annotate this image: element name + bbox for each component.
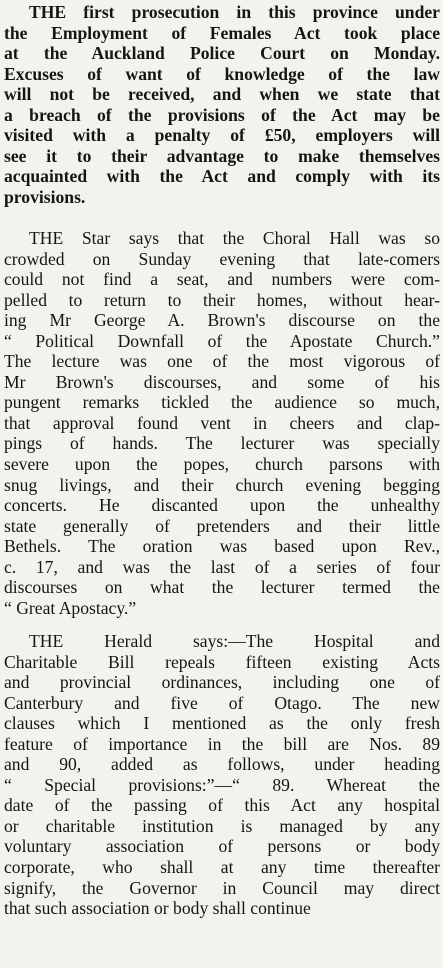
text-line: “ Special provisions:”—“ 89. Whereat the [4,774,440,795]
text-line: “ Political Downfall of the Apostate Church.” [4,330,440,351]
text-line: pings of hands. The lecturer was specially [4,433,440,454]
text-line: will not be received, and when we state that [4,84,440,105]
paragraph-employment-of-females-act [4,2,440,207]
text-line: provisions. [4,186,86,207]
paragraph-hospital-charitable-bill [4,631,440,919]
text-line: or charitable institution is managed by any [4,815,440,836]
text-line: date of the passing of this Act any hospital [4,795,440,816]
text-line: “ Great Apostacy.” [4,597,137,618]
text-line: and 90, added as follows, under heading [4,754,440,775]
text-line: at the Auckland Police Court on Monday. [4,43,440,64]
text-line: voluntary association of persons or body [4,836,440,857]
text-line: could not find a seat, and numbers were com- [4,269,440,290]
text-line: concerts. He discanted upon the unhealthy [4,495,440,516]
text-line: Mr Brown's discourses, and some of his [4,371,440,392]
text-line: clauses which I mentioned as the only fresh [4,713,440,734]
text-line: acquainted with the Act and comply with its [4,166,440,187]
text-line: THE Star says that the Choral Hall was so [29,228,440,248]
text-line: snug livings, and their church evening begging [4,474,440,495]
text-line: discourses on what the lecturer termed the [4,577,440,598]
text-line: crowded on Sunday evening that late-comers [4,248,440,269]
text-line: ing Mr George A. Brown's discourse on the [4,310,440,331]
text-line: that such association or body shall continue [4,898,311,919]
text-line: Canterbury and five of Otago. The new [4,692,440,713]
text-line: corporate, who shall at any time thereafter [4,857,440,878]
text-line: Bethels. The oration was based upon Rev., [4,536,440,557]
text-line: feature of importance in the bill are Nos. 89 [4,733,440,754]
text-line: a breach of the provisions of the Act may be [4,104,440,125]
text-line: signify, the Governor in Council may direct [4,877,440,898]
text-line: c. 17, and was the last of a series of four [4,556,440,577]
text-line: that approval found vent in cheers and clap- [4,412,440,433]
text-line: THE first prosecution in this province under [29,2,440,22]
text-line: and provincial ordinances, including one of [4,672,440,693]
text-line: visited with a penalty of £50, employers will [4,125,440,146]
text-line: state generally of pretenders and their little [4,515,440,536]
paragraph-choral-hall [4,228,440,618]
text-line: severe upon the popes, church parsons with [4,454,440,475]
text-line: THE Herald says:—The Hospital and [29,631,440,651]
text-line: pelled to return to their homes, without hear- [4,289,440,310]
text-line: The lecture was one of the most vigorous of [4,351,440,372]
text-line: the Employment of Females Act took place [4,22,440,43]
text-line: pungent remarks tickled the audience so much, [4,392,440,413]
text-line: Charitable Bill repeals fifteen existing Acts [4,651,440,672]
text-line: see it to their advantage to make themselves [4,145,440,166]
text-line: Excuses of want of knowledge of the law [4,63,440,84]
